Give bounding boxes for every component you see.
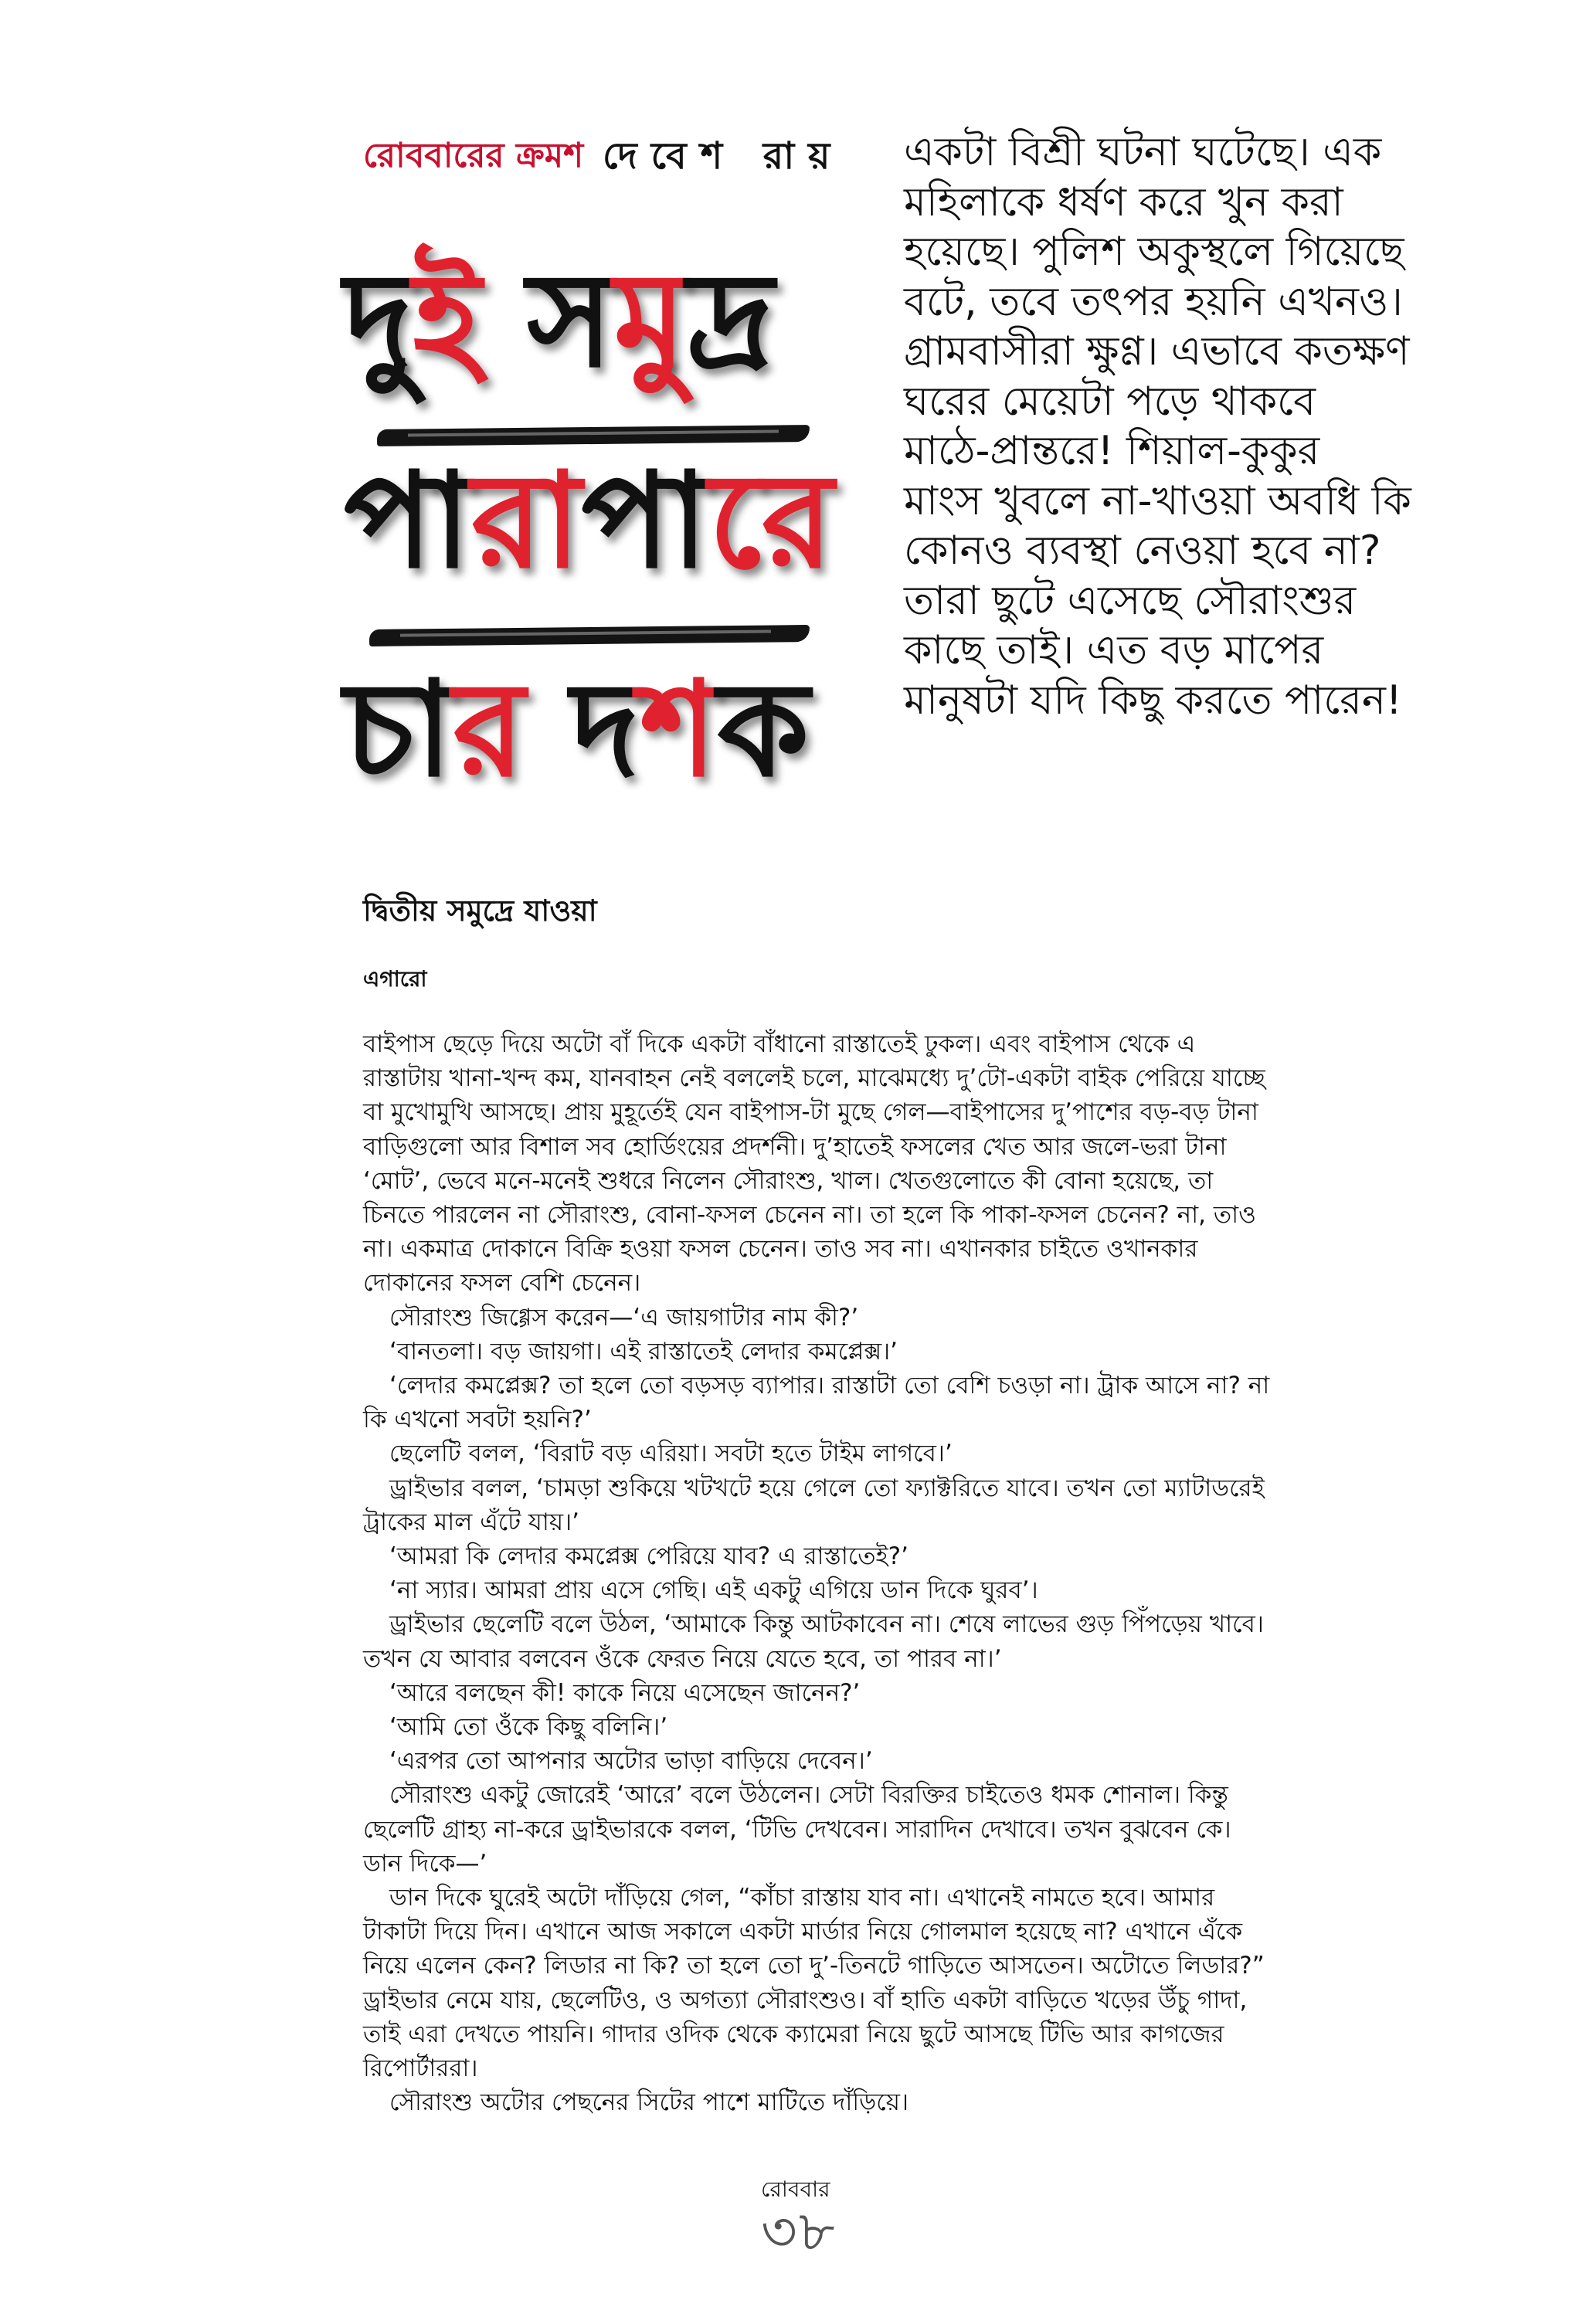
- body-line: চিনতে পারলেন না সৌরাংশু, বোনা-ফসল চেনেন না। তা হলে কি পাকা-ফসল চেনেন? না, তাও: [363, 1201, 1256, 1230]
- body-line: সৌরাংশু একটু জোরেই ‘আরে’ বলে উঠলেন। সেটা বিরক্তির চাইতেও ধমক শোনাল। কিন্তু: [389, 1781, 1228, 1810]
- intro-line: কোনও ব্যবস্থা নেওয়া হবে না?: [904, 528, 1381, 574]
- title-part-red: রে: [708, 445, 834, 598]
- body-line: ট্রাকের মাল এঁটে যায়।’: [363, 1508, 580, 1536]
- intro-line: মহিলাকে ধর্ষণ করে খুন করা: [904, 178, 1343, 226]
- brush-stroke-divider: [377, 425, 810, 446]
- intro-line: গ্রামবাসীরা ক্ষুণ্ণ। এভাবে কতক্ষণ: [904, 328, 1410, 375]
- title-part: দ্র: [686, 244, 774, 397]
- body-line: ড্রাইভার বলল, ‘চামড়া শুকিয়ে খটখটে হয়ে গেলে তো ফ্যাক্টরিতে যাবে। তখন তো ম্যাটাডরেই: [389, 1474, 1265, 1502]
- body-line: ‘আরে বলছেন কী! কাকে নিয়ে এসেছেন জানেন?’: [389, 1678, 861, 1707]
- title-part: চা: [344, 653, 453, 806]
- body-line: দোকানের ফসল বেশি চেনেন।: [363, 1269, 641, 1298]
- body-line: না। একমাত্র দোকানে বিক্রি হওয়া ফসল চেনেন। তাও সব না। এখানকার চাইতে ওখানকার: [363, 1235, 1198, 1264]
- intro-line: হয়েছে। পুলিশ অকুস্থলে গিয়েছে: [904, 229, 1404, 275]
- title-part: পা: [344, 445, 471, 598]
- title-part-red: র: [453, 653, 525, 806]
- title-part: ক: [717, 653, 810, 806]
- title-part-red: শ: [640, 653, 718, 806]
- body-line: ‘আমরা কি লেদার কমপ্লেক্স পেরিয়ে যাব? এ রাস্তাতেই?’: [389, 1542, 908, 1571]
- intro-line: তারা ছুটে এসেছে সৌরাংশুর: [904, 577, 1357, 624]
- page-number: ৩৮: [761, 2199, 837, 2264]
- intro-line: বটে, তবে তৎপর হয়নি এখনও।: [904, 278, 1403, 325]
- intro-line: মানুষটা যদি কিছু করতে পারেন!: [904, 677, 1402, 724]
- body-line: ‘লেদার কমপ্লেক্স? তা হলে তো বড়সড় ব্যাপার। রাস্তাটা তো বেশি চওড়া না। ট্রাক আসে না? না: [389, 1372, 1270, 1400]
- author-name: দেবেশ রায়: [603, 134, 844, 178]
- intro-line: মাংস খুবলে না-খাওয়া অবধি কি: [904, 477, 1411, 524]
- intro-line: একটা বিশ্রী ঘটনা ঘটেছে। এক: [904, 129, 1382, 175]
- intro-line: ঘরের মেয়েটা পড়ে থাকবে: [904, 378, 1316, 425]
- brush-stroke-divider: [369, 625, 810, 646]
- body-line: ‘আমি তো ওঁকে কিছু বলিনি।’: [389, 1713, 668, 1742]
- body-line: সৌরাংশু জিগ্গেস করেন—‘এ জায়গাটার নাম কী?’: [389, 1303, 859, 1332]
- body-line: ‘মোট’, ভেবে মনে-মনেই শুধরে নিলেন সৌরাংশু, খাল। খেতগুলোতে কী বোনা হয়েছে, তা: [363, 1166, 1214, 1195]
- body-line: রাস্তাটায় খানা-খন্দ কম, যানবাহন নেই বললেই চলে, মাঝেমধ্যে দু’টো-একটা বাইক পেরিয়ে যাচ্ছে: [363, 1064, 1265, 1093]
- body-line: কি এখনো সবটা হয়নি?’: [363, 1406, 592, 1434]
- body-line: নিয়ে এলেন কেন? লিডার না কি? তা হলে তো দু’-তিনটে গাড়িতে আসতেন। অটোতে লিডার?”: [363, 1952, 1265, 1980]
- body-line: ছেলেটি বলল, ‘বিরাট বড় এরিয়া। সবটা হতে টাইম লাগবে।’: [389, 1440, 953, 1468]
- section-title: দ্বিতীয় সমুদ্রে যাওয়া: [363, 894, 597, 928]
- title-part: স: [481, 244, 614, 397]
- title-part-red: রা: [470, 445, 582, 598]
- footer-label: রোববার: [761, 2176, 830, 2202]
- body-line: ড্রাইভার ছেলেটি বলে উঠল, ‘আমাকে কিন্তু আটকাবেন না। শেষে লাভের গুড় পিঁপড়েয় খাবে।: [389, 1610, 1264, 1639]
- body-line: ডান দিকে—’: [363, 1849, 487, 1878]
- title-part-red: ই: [413, 244, 481, 397]
- body-line: ‘বানতলা। বড় জায়গা। এই রাস্তাতেই লেদার কমপ্লেক্স।’: [389, 1337, 898, 1366]
- body-line: বাড়িগুলো আর বিশাল সব হোর্ডিংয়ের প্রদর্শনী। দু’হাতেই ফসলের খেত আর জলে-ভরা টানা: [363, 1132, 1227, 1161]
- body-line: তখন যে আবার বলবেন ওঁকে ফেরত নিয়ে যেতে হবে, তা পারব না।’: [363, 1644, 1002, 1673]
- body-line: ‘না স্যার। আমরা প্রায় এসে গেছি। এই একটু এগিয়ে ডান দিকে ঘুরব’।: [389, 1576, 1038, 1605]
- body-line: টাকাটা দিয়ে দিন। এখানে আজ সকালে একটা মার্ডার নিয়ে গোলমাল হয়েছে না? এখানে এঁকে: [363, 1918, 1243, 1946]
- body-line: বাইপাস ছেড়ে দিয়ে অটো বাঁ দিকে একটা বাঁধানো রাস্তাতেই ঢুকল। এবং বাইপাস থেকে এ: [363, 1030, 1196, 1058]
- body-line: রিপোর্টাররা।: [363, 2054, 478, 2083]
- title-line-2: [344, 445, 885, 598]
- body-line: ডান দিকে ঘুরেই অটো দাঁড়িয়ে গেল, “কাঁচা রাস্তায় যাব না। এখানেই নামতে হবে। আমার: [389, 1884, 1215, 1912]
- body-line: বা মুখোমুখি আসছে। প্রায় মুহূর্তেই যেন বাইপাস-টা মুছে গেল—বাইপাসের দু’পাশের বড়-বড় টানা: [363, 1098, 1258, 1127]
- title-line-1: [344, 244, 885, 397]
- body-line: তাই এরা দেখতে পায়নি। গাদার ওদিক থেকে ক্যামেরা নিয়ে ছুটে আসছে টিভি আর কাগজের: [363, 2020, 1224, 2048]
- title-part-red: মু: [613, 244, 687, 397]
- series-label: রোববারের ক্রমশ: [363, 136, 584, 175]
- title-part: পা: [581, 445, 709, 598]
- title-part: দ: [525, 653, 640, 806]
- body-line: সৌরাংশু অটোর পেছনের সিটের পাশে মাটিতে দাঁড়িয়ে।: [389, 2088, 909, 2117]
- title-line-3: [344, 653, 885, 806]
- intro-line: মাঠে-প্রান্তরে! শিয়াল-কুকুর: [904, 428, 1320, 474]
- body-line: ছেলেটি গ্রাহ্য না-করে ড্রাইভারকে বলল, ‘টিভি দেখবেন। সারাদিন দেখাবে। তখন বুঝবেন কে।: [363, 1815, 1231, 1844]
- body-line: ড্রাইভার নেমে যায়, ছেলেটিও, ও অগত্যা সৌরাংশুও। বাঁ হাতি একটা বাড়িতে খড়ের উঁচু গাদা,: [363, 1986, 1248, 2014]
- chapter-label: এগারো: [363, 966, 427, 992]
- title-part: দু: [344, 244, 413, 397]
- intro-line: কাছে তাই। এত বড় মাপের: [904, 627, 1324, 673]
- intro-paragraph: [904, 127, 1506, 725]
- body-line: ‘এরপর তো আপনার অটোর ভাড়া বাড়িয়ে দেবেন।’: [389, 1747, 873, 1776]
- body-text: [363, 1027, 1360, 2120]
